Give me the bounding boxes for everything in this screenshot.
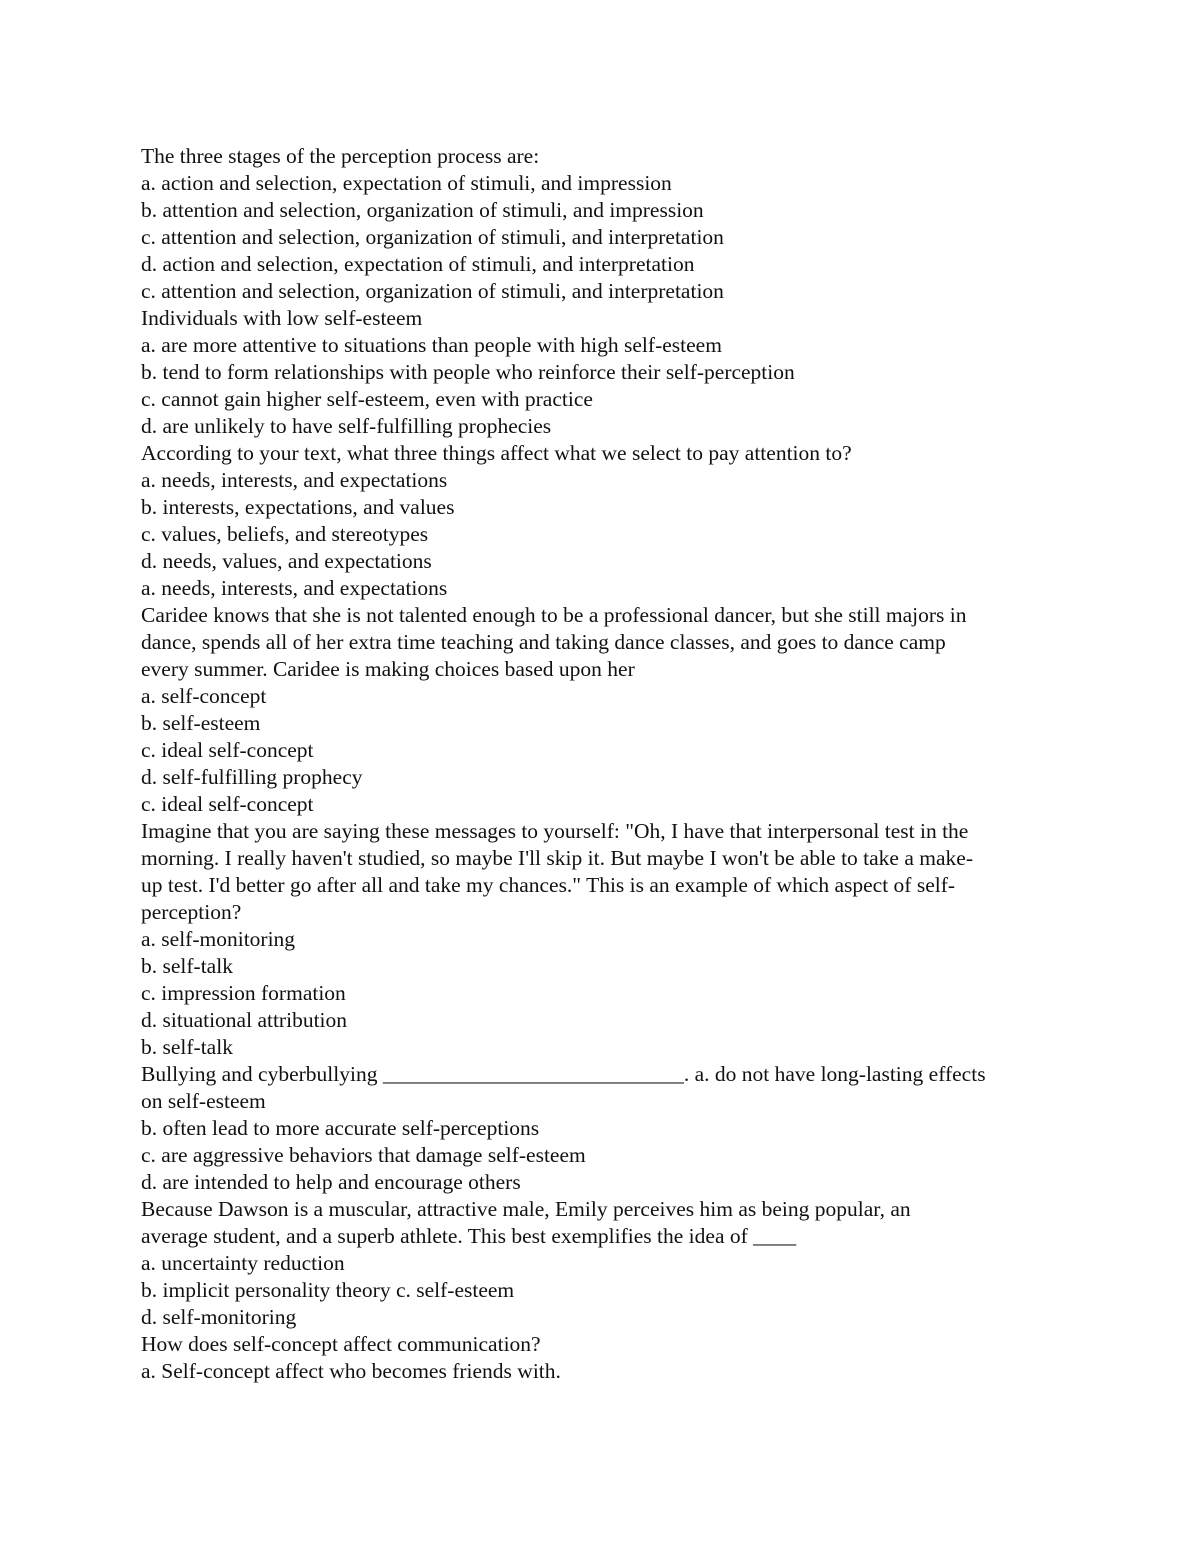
text-line: b. interests, expectations, and values [141, 495, 455, 519]
text-line: How does self-concept affect communication? [141, 1332, 541, 1356]
text-line: d. self-fulfilling prophecy [141, 765, 363, 789]
text-line: c. ideal self-concept [141, 792, 314, 816]
text-line: d. are unlikely to have self-fulfilling prophecies [141, 414, 552, 438]
text-line: perception? [141, 900, 242, 924]
document-text-body [141, 143, 1061, 1385]
text-line: morning. I really haven't studied, so maybe I'll skip it. But maybe I won't be able to take a make- [141, 846, 973, 870]
text-line: b. implicit personality theory c. self-esteem [141, 1278, 515, 1302]
text-line: a. Self-concept affect who becomes friends with. [141, 1359, 561, 1383]
text-line: on self-esteem [141, 1089, 266, 1113]
text-line: a. action and selection, expectation of stimuli, and impression [141, 171, 672, 195]
text-line: Because Dawson is a muscular, attractive male, Emily perceives him as being popular, an [141, 1197, 911, 1221]
text-line: b. often lead to more accurate self-perceptions [141, 1116, 540, 1140]
text-line: b. self-esteem [141, 711, 261, 735]
text-line: c. ideal self-concept [141, 738, 314, 762]
text-line: Bullying and cyberbullying ____________________________. a. do not have long-lasting effects [141, 1062, 986, 1086]
text-line: a. self-monitoring [141, 927, 296, 951]
text-line: d. needs, values, and expectations [141, 549, 432, 573]
text-line: a. are more attentive to situations than people with high self-esteem [141, 333, 722, 357]
text-line: up test. I'd better go after all and take my chances." This is an example of which aspect of self- [141, 873, 956, 897]
text-line: The three stages of the perception process are: [141, 144, 540, 168]
text-line: c. attention and selection, organization of stimuli, and interpretation [141, 225, 724, 249]
text-line: d. self-monitoring [141, 1305, 297, 1329]
text-line: c. cannot gain higher self-esteem, even with practice [141, 387, 593, 411]
text-line: a. needs, interests, and expectations [141, 576, 448, 600]
text-line: c. attention and selection, organization of stimuli, and interpretation [141, 279, 724, 303]
text-line: c. values, beliefs, and stereotypes [141, 522, 429, 546]
text-line: c. are aggressive behaviors that damage self-esteem [141, 1143, 586, 1167]
text-line: d. situational attribution [141, 1008, 348, 1032]
text-line: d. are intended to help and encourage others [141, 1170, 521, 1194]
text-line: a. needs, interests, and expectations [141, 468, 448, 492]
text-line: b. self-talk [141, 1035, 233, 1059]
text-line: According to your text, what three things affect what we select to pay attention to? [141, 441, 852, 465]
text-line: Imagine that you are saying these messages to yourself: "Oh, I have that interpersonal test in the [141, 819, 969, 843]
text-line: dance, spends all of her extra time teaching and taking dance classes, and goes to dance camp [141, 630, 946, 654]
text-line: every summer. Caridee is making choices based upon her [141, 657, 635, 681]
text-line: average student, and a superb athlete. This best exemplifies the idea of ____ [141, 1224, 797, 1248]
text-line: Individuals with low self-esteem [141, 306, 423, 330]
text-line: b. tend to form relationships with people who reinforce their self-perception [141, 360, 795, 384]
text-line: c. impression formation [141, 981, 346, 1005]
text-line: a. self-concept [141, 684, 267, 708]
text-line: a. uncertainty reduction [141, 1251, 345, 1275]
text-line: d. action and selection, expectation of stimuli, and interpretation [141, 252, 695, 276]
text-line: Caridee knows that she is not talented enough to be a professional dancer, but she still majors in [141, 603, 967, 627]
text-line: b. self-talk [141, 954, 233, 978]
text-line: b. attention and selection, organization of stimuli, and impression [141, 198, 704, 222]
